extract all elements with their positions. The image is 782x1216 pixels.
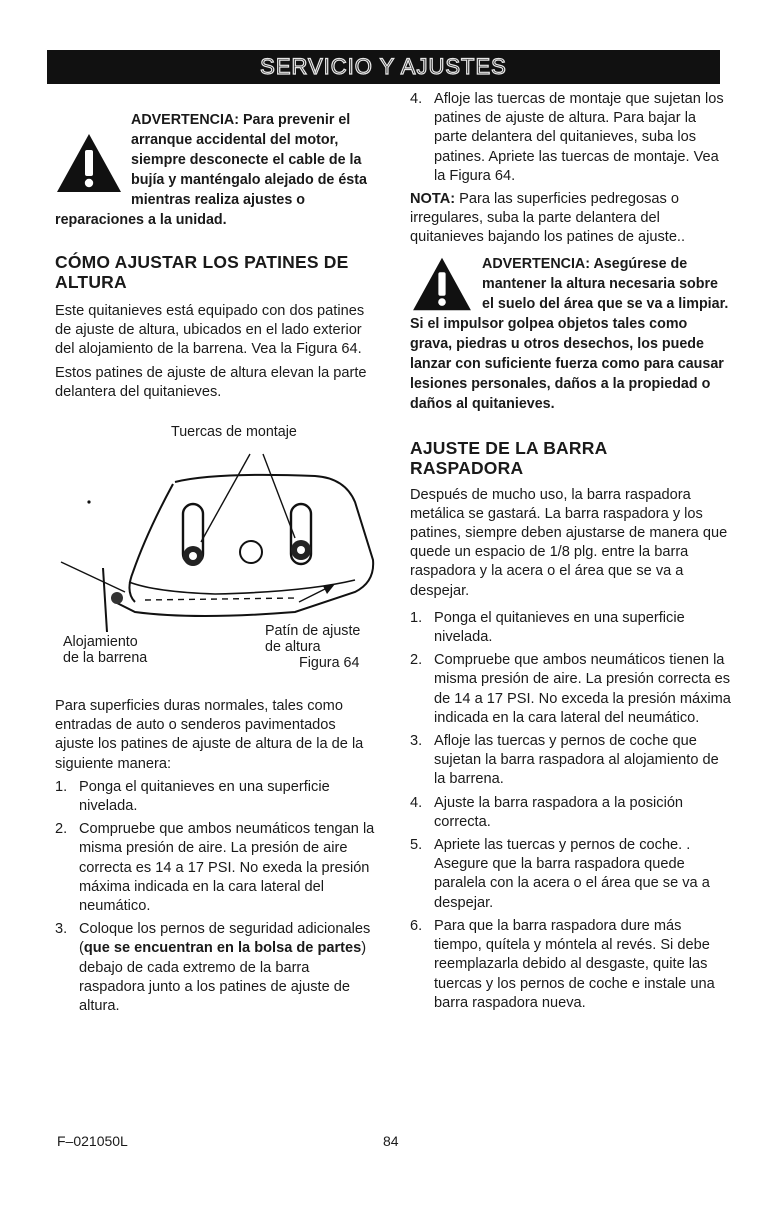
- figure-64: [55, 418, 377, 673]
- right-step4-list: [410, 90, 732, 186]
- page-number: 84: [383, 1133, 399, 1149]
- section-title: SERVICIO Y AJUSTES: [260, 54, 507, 79]
- warning-block-left: [55, 110, 377, 230]
- list-item: [410, 917, 732, 1013]
- right-steps-list: [410, 609, 732, 1013]
- figure-label-patin-line1: Patín de ajuste: [265, 623, 361, 640]
- heading-patines: CÓMO AJUSTAR LOS PATINES DE ALTURA: [55, 252, 349, 292]
- heading-barra: AJUSTE DE LA BARRA RASPADORA: [410, 437, 607, 478]
- step-text: Ponga el quitanieves en una superficie nivelada.: [79, 778, 330, 815]
- step-text: Apriete las tuercas y pernos de coche. . Asegure que la barra raspadora quede paralela con la acera o el área que se va a despejar.: [434, 837, 710, 911]
- list-item: [55, 778, 377, 816]
- warning-block-right: [410, 254, 732, 414]
- figure-label-alojamiento-line1: Alojamiento: [63, 634, 138, 651]
- footer-code: F–021050L: [57, 1133, 128, 1149]
- paragraph-patines-2: Estos patines de ajuste de altura elevan la parte delantera del quitanieves.: [55, 364, 367, 400]
- section-header: [47, 50, 720, 84]
- note-label: NOTA:: [410, 191, 456, 208]
- list-item: [410, 732, 732, 790]
- step-number: 5.: [410, 837, 423, 854]
- list-item: [410, 651, 732, 728]
- note-paragraph: [410, 190, 732, 248]
- paragraph-patines-1: Este quitanieves está equipado con dos patines de ajuste de altura, ubicados en el lado exterior del alojamiento de la barrena. Vea la Figura 64.: [55, 303, 365, 358]
- step-text: Compruebe que ambos neumáticos tengan la misma presión de aire. La presión de aire correcta es 14 a 17 PSI. No exeda la presión máxima indicada en la cara lateral del neumático.: [79, 821, 375, 915]
- step-number: 1.: [410, 609, 423, 626]
- step-text: Afloje las tuercas y pernos de coche que sujetan la barra raspadora al alojamiento de la barrena.: [434, 733, 719, 788]
- step-text: Afloje las tuercas de montaje que sujetan los patines de ajuste de altura. Para bajar la parte delantera del quitanieves, suba los patines. Apriete las tuercas de montaje. Vea la Figura 64.: [434, 91, 724, 184]
- right-column: [410, 90, 732, 1017]
- step-number: 2.: [410, 652, 423, 669]
- step-text: Ajuste la barra raspadora a la posición correcta.: [434, 794, 684, 830]
- note-text: Para las superficies pedregosas o irregulares, suba la parte delantera del quitanieves bajando los patines de ajuste..: [410, 191, 686, 246]
- step-number: 3.: [55, 921, 68, 938]
- figure-label-patin-line2: de altura: [265, 639, 321, 656]
- left-column: [55, 90, 377, 1020]
- figure-caption: Figura 64: [299, 655, 360, 672]
- paragraph-superficies: Para superficies duras normales, tales como entradas de auto o senderos pavimentados ajuste los patines de ajuste de altura de la de la siguiente manera:: [55, 698, 364, 772]
- step-number: 4.: [410, 91, 423, 107]
- step-text: Para que la barra raspadora dure más tiempo, quítela y móntela al revés. Si debe reemplazarla debido al desgaste, quite las tuercas y los pernos de coche e instale una barra raspadora nueva.: [434, 917, 715, 1011]
- warning-triangle-icon: [410, 256, 474, 312]
- left-steps-list: [55, 778, 377, 1016]
- warning-text-right: ADVERTENCIA: Asegúrese de mantener la altura necesaria sobre el suelo del área que se va a limpiar. Si el impulsor golpea objetos tales como grava, piedras u otros desechos, los puede lanzar con suficiente fuerza como para causar lesiones personales, daños a la propiedad o daños al quitanieves.: [410, 255, 729, 412]
- step3-bold: que se encuentran en la bolsa de partes: [83, 940, 362, 957]
- step-text: [79, 920, 377, 1016]
- warning-triangle-icon: [55, 132, 123, 194]
- list-item: [410, 794, 732, 832]
- list-item: [410, 90, 732, 186]
- step3-post: ) debajo de cada extremo de la barra raspadora junto a los patines de ajuste de altura.: [79, 940, 367, 1015]
- step3-pre: Coloque los pernos de seguridad adicionales (: [79, 921, 371, 957]
- step-number: 2.: [55, 821, 68, 838]
- step-number: 6.: [410, 917, 423, 934]
- figure-label-tuercas: Tuercas de montaje: [171, 424, 297, 441]
- list-item: [410, 836, 732, 913]
- list-item: [55, 820, 377, 916]
- list-item: [55, 920, 377, 1016]
- list-item: [410, 609, 732, 647]
- step-number: 4.: [410, 794, 423, 811]
- figure-label-alojamiento-line2: de la barrena: [63, 650, 148, 667]
- figure-label-patin: [265, 623, 360, 655]
- figure-label-alojamiento: [63, 634, 147, 666]
- warning-text-left: ADVERTENCIA: Para prevenir el arranque accidental del motor, siempre desconecte el cable de la bujía y manténgalo alejado de ésta mientras realiza ajustes o reparaciones a la unidad.: [55, 112, 367, 228]
- step-text: Compruebe que ambos neumáticos tienen la misma presión de aire. La presión correcta es de 14 a 17 PSI. No exceda la presión máxima indicada en la cara lateral del neumático.: [434, 652, 731, 726]
- step-number: 1.: [55, 778, 68, 795]
- step-text: Ponga el quitanieves en una superficie nivelada.: [434, 609, 685, 646]
- step-number: 3.: [410, 733, 423, 750]
- paragraph-barra: Después de mucho uso, la barra raspadora metálica se gastará. La barra raspadora y los patines, siempre deben ajustarse de manera que quede un espacio de 1/8 plg. entre la barra raspadora y la acera o el área que se va a despejar.: [410, 486, 728, 599]
